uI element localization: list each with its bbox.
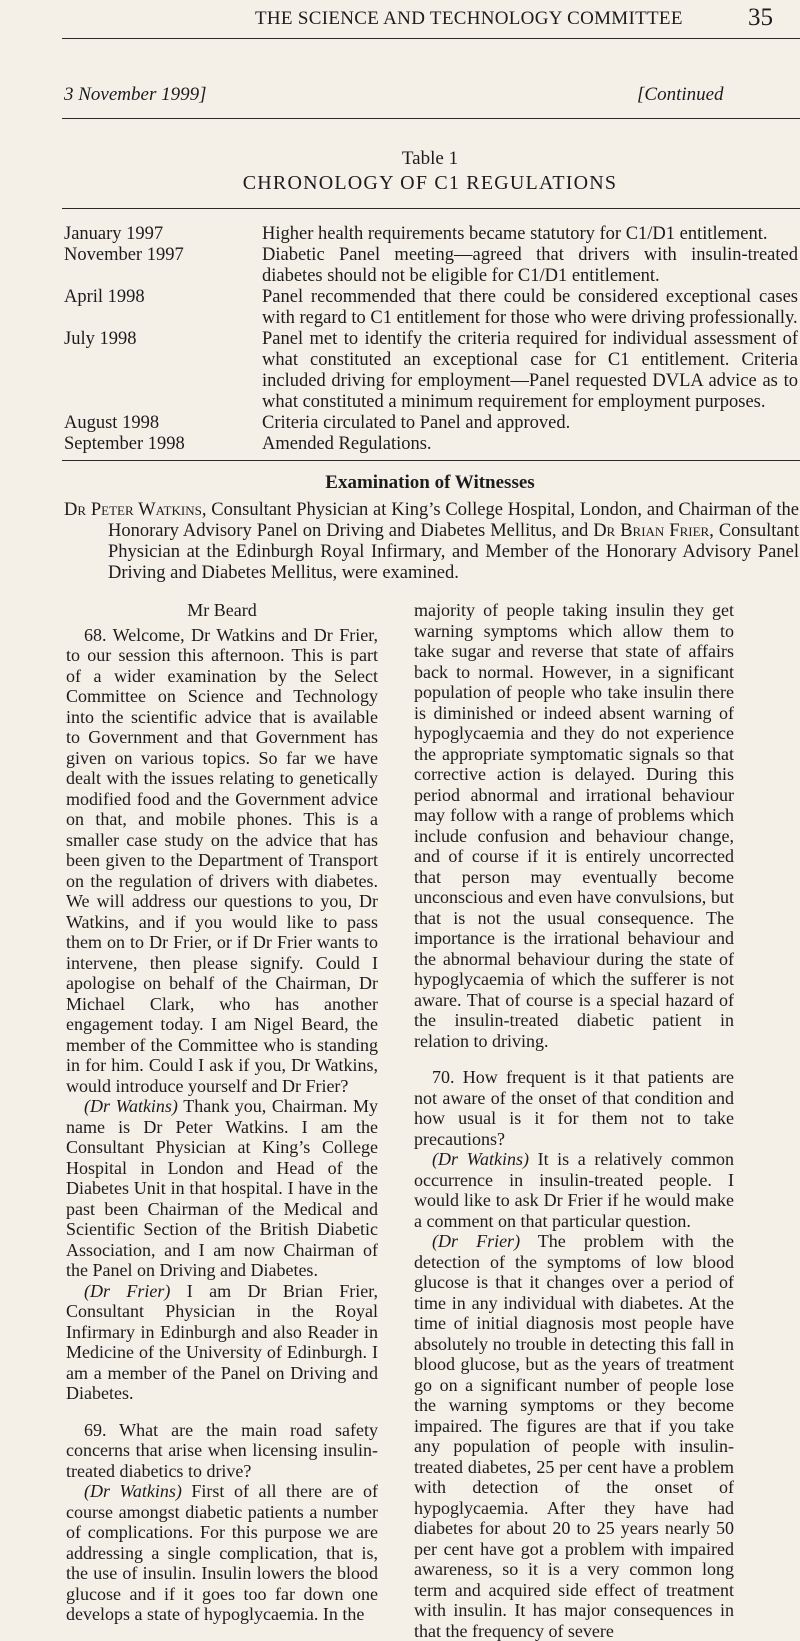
row-date: April 1998: [64, 287, 145, 307]
answer-frier-70: [414, 1231, 734, 1641]
row-date: August 1998: [64, 413, 160, 433]
table-caption: Table 1: [401, 148, 459, 169]
right-column: [414, 600, 734, 1641]
answer-frier-68: [66, 1281, 378, 1404]
question-70: 70. How frequent is it that patients are not aware of the onset of that condition and how usual is it for them not to take precautions?: [414, 1067, 734, 1149]
answer-text: Thank you, Chairman. My name is Dr Peter Watkins. I am the Consultant Physician at King’s College Hospital in London and Head of the Diabetes Unit in that hospital. I have in the past been Chairman of the Medical and Scientific Section of the British Diabetic Association, and I am now Chairman of the Panel on Driving and Diabetes.: [66, 1096, 378, 1280]
speaker-label: (Dr Watkins): [84, 1096, 178, 1116]
row-event: Panel met to identify the criteria required for individual assessment of what constituted an exceptional case for C1 entitlement. Criteria included driving for employment—Panel requested DVLA advice as to what constituted a minimum requirement for employment purposes.: [262, 329, 798, 412]
title-2: Dr: [593, 521, 616, 541]
continued-label: [Continued: [637, 84, 724, 105]
row-date: January 1997: [64, 224, 164, 244]
answer-text: It is a relatively common occurrence in insulin-treated people. I would like to ask Dr Frier if he would make a comment on that particular question.: [414, 1149, 734, 1231]
speaker-heading: Mr Beard: [187, 600, 257, 620]
question-69: 69. What are the main road safety concerns that arise when licensing insulin-treated diabetics to drive?: [66, 1419, 378, 1481]
answer-continuation: majority of people taking insulin they get warning symptoms which allow them to take sugar and reverse that state of affairs back to normal. However, in a significant population of people who take insulin there is diminished or indeed absent warning of hypoglycaemia and they do not experience the appropriate symptomatic signals so that corrective action is delayed. During this period abnormal and irrational behaviour may follow with a range of problems which include confusion and behaviour change, and of course if it is entirely uncorrected that person may eventually become unconscious and even have convulsions, but that is not the usual consequence. The importance is the irrational behaviour and the abnormal behaviour during the state of hypoglycaemia of which the sufferer is not aware. That of course is a special hazard of the insulin-treated diabetic patient in relation to driving.: [414, 600, 734, 1051]
row-date: November 1997: [64, 245, 184, 265]
left-column: [66, 600, 378, 1625]
table-bottom-rule: [62, 460, 800, 461]
session-date: 3 November 1999]: [64, 84, 207, 105]
intro-text-1: , Consultant Physician at King’s College Hospital, London, and Chairman of the Honorary Advisory Panel on Driving and Diabetes Mellitus, and: [108, 500, 800, 541]
witness-name-2: Brian Frier: [620, 521, 710, 541]
row-event: Panel recommended that there could be considered exceptional cases with regard to C1 entitlement for those who were driving professionally.: [262, 287, 798, 328]
running-header: THE SCIENCE AND TECHNOLOGY COMMITTEE: [255, 8, 683, 29]
section-title: Examination of Witnesses: [325, 472, 535, 493]
row-event: Higher health requirements became statutory for C1/D1 entitlement.: [262, 224, 768, 244]
answer-watkins-68: [66, 1096, 378, 1281]
speaker-label: (Dr Frier): [432, 1231, 521, 1251]
witness-intro: [64, 500, 799, 584]
table-top-rule: [62, 208, 800, 209]
answer-text: I am Dr Brian Frier, Consultant Physician in the Royal Infirmary in Edinburgh and also Reader in Medicine of the University of Edinburgh. I am a member of the Panel on Driving and Diabetes.: [66, 1280, 378, 1403]
speaker-label: (Dr Watkins): [84, 1481, 182, 1501]
row-date: September 1998: [64, 434, 185, 454]
row-event: Amended Regulations.: [262, 434, 432, 454]
speaker-label: (Dr Watkins): [432, 1149, 529, 1169]
answer-watkins-69: [66, 1481, 378, 1625]
witness-name-1: Peter Watkins: [90, 500, 202, 520]
row-event: Criteria circulated to Panel and approved.: [262, 413, 571, 433]
row-event: Diabetic Panel meeting—agreed that drivers with insulin-treated diabetes should not be eligible for C1/D1 entitlement.: [262, 245, 798, 286]
row-date: July 1998: [64, 329, 137, 349]
title-1: Dr: [64, 500, 87, 520]
page-number: 35: [748, 4, 773, 31]
table-heading: CHRONOLOGY OF C1 REGULATIONS: [242, 172, 618, 194]
answer-watkins-70: [414, 1149, 734, 1231]
answer-text: The problem with the detection of the symptoms of low blood glucose is that it changes over a period of time in any individual with diabetes. At the time of initial diagnosis most people have absolutely no trouble in detecting this fall in blood glucose, but as the years of treatment go on a significant number of people lose the warning symptoms or they become impaired. The figures are that if you take any population of people with insulin-treated diabetes, 25 per cent have a problem with detection of the onset of hypoglycaemia. After they have had diabetes for about 20 to 25 years nearly 50 per cent have got a problem with impaired awareness, so it is a very common long term and acquired side effect of treatment with insulin. It has major consequences in that the frequency of severe: [414, 1231, 734, 1641]
date-rule: [62, 118, 800, 119]
header-rule: [62, 38, 800, 39]
intro-text-2: , Consultant Physician at the Edinburgh Royal Infirmary, and Member of the Honorary Advisory Panel Driving and Diabetes Mellitus, were examined.: [108, 521, 799, 583]
speaker-label: (Dr Frier): [84, 1280, 171, 1301]
question-68: 68. Welcome, Dr Watkins and Dr Frier, to our session this afternoon. This is part of a wider examination by the Select Committee on Science and Technology into the scientific advice that is available to Government and that Government has given on various topics. So far we have dealt with the issues relating to genetically modified food and the Government advice on that, and mobile phones. This is a smaller case study on the advice that has been given to the Department of Transport on the regulation of drivers with diabetes. We will address our questions to you, Dr Watkins, and if you would like to pass them on to Dr Frier, or if Dr Frier wants to intervene, then please signify. Could I apologise on behalf of the Chairman, Dr Michael Clark, who has another engagement today. I am Nigel Beard, the member of the Committee who is standing in for him. Could I ask if you, Dr Watkins, would introduce yourself and Dr Frier?: [66, 624, 378, 1096]
answer-text: First of all there are of course amongst diabetic patients a number of complications. For this purpose we are addressing a single complication, that is, the use of insulin. Insulin lowers the blood glucose and if it goes too far down one develops a state of hypoglycaemia. In the: [66, 1481, 378, 1624]
